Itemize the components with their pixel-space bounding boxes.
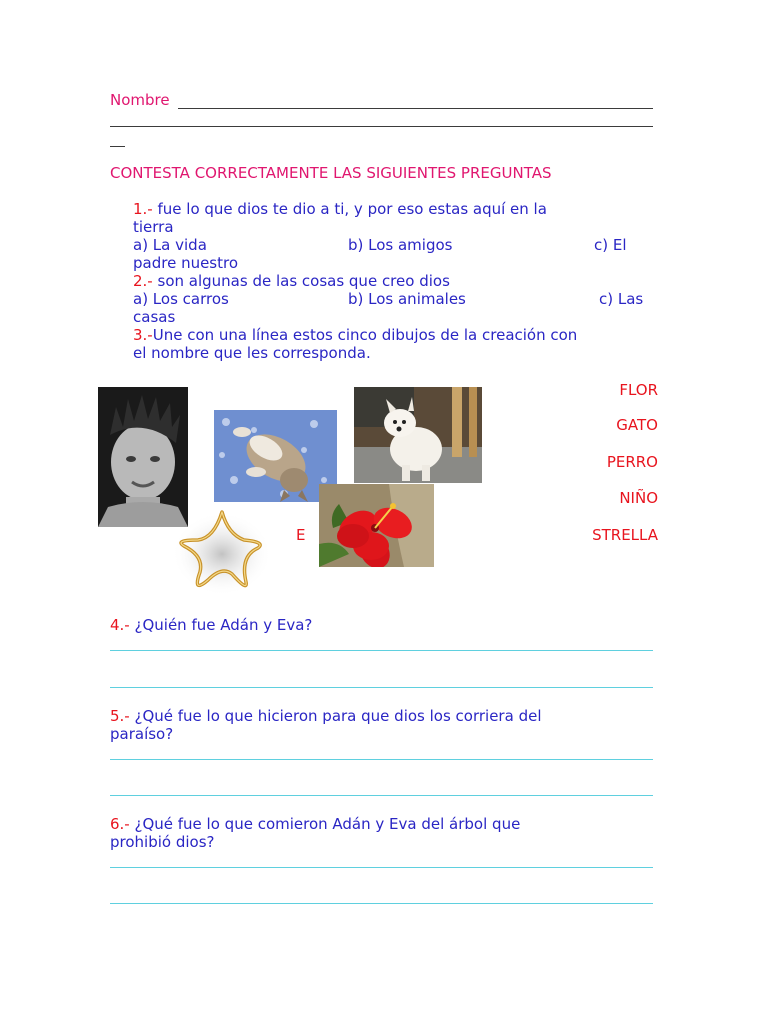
question-2-text: son algunas de las cosas que creo dios bbox=[152, 272, 450, 290]
question-1-option-a[interactable]: a) La vida bbox=[133, 236, 207, 254]
name-underline-3 bbox=[110, 146, 125, 147]
question-1-option-b[interactable]: b) Los amigos bbox=[348, 236, 453, 254]
question-3-line2: el nombre que les corresponda. bbox=[133, 344, 371, 362]
question-5-text: ¿Qué fue lo que hicieron para que dios los corriera del bbox=[129, 707, 542, 725]
question-1-text: fue lo que dios te dio a ti, y por eso estas aquí en la bbox=[152, 200, 547, 218]
question-5-line1 bbox=[110, 707, 541, 725]
question-1-option-c[interactable]: c) El bbox=[594, 236, 627, 254]
word-perro: PERRO bbox=[606, 453, 658, 471]
star-ornament bbox=[170, 502, 275, 598]
word-gato: GATO bbox=[616, 416, 658, 434]
question-2-number: 2.- bbox=[133, 272, 153, 290]
question-1-number: 1.- bbox=[133, 200, 153, 218]
answer-line-6b[interactable] bbox=[110, 903, 653, 904]
answer-line-4a[interactable] bbox=[110, 650, 653, 651]
question-2-option-c[interactable]: c) Las bbox=[599, 290, 644, 308]
answer-line-5b[interactable] bbox=[110, 795, 653, 796]
question-2-option-b[interactable]: b) Los animales bbox=[348, 290, 466, 308]
question-1-line1 bbox=[133, 200, 547, 218]
question-5-number: 5.- bbox=[110, 707, 130, 725]
question-4-number: 4.- bbox=[110, 616, 130, 634]
question-3-text: Une con una línea estos cinco dibujos de la creación con bbox=[152, 326, 578, 344]
name-underline-2[interactable] bbox=[110, 126, 653, 127]
word-nino: NIÑO bbox=[619, 489, 658, 507]
question-2-option-c-cont: casas bbox=[133, 308, 176, 326]
question-6-number: 6.- bbox=[110, 815, 130, 833]
name-label: Nombre bbox=[110, 91, 170, 109]
question-5-line2: paraíso? bbox=[110, 725, 174, 743]
answer-line-5a[interactable] bbox=[110, 759, 653, 760]
instruction-heading: CONTESTA CORRECTAMENTE LAS SIGUIENTES PREGUNTAS bbox=[110, 164, 552, 182]
word-strella: STRELLA bbox=[592, 526, 658, 544]
name-underline[interactable] bbox=[178, 108, 653, 109]
question-4-text: ¿Quién fue Adán y Eva? bbox=[129, 616, 313, 634]
answer-line-6a[interactable] bbox=[110, 867, 653, 868]
question-2-line1 bbox=[133, 272, 450, 290]
word-e: E bbox=[296, 526, 306, 544]
question-2-option-a[interactable]: a) Los carros bbox=[133, 290, 229, 308]
word-flor: FLOR bbox=[619, 381, 658, 399]
puppy-photo bbox=[354, 387, 482, 483]
question-6-text: ¿Qué fue lo que comieron Adán y Eva del árbol que bbox=[129, 815, 521, 833]
hibiscus-photo bbox=[319, 484, 434, 567]
question-6-line2: prohibió dios? bbox=[110, 833, 215, 851]
question-1-option-c-cont: padre nuestro bbox=[133, 254, 239, 272]
answer-line-4b[interactable] bbox=[110, 687, 653, 688]
question-4 bbox=[110, 616, 312, 634]
question-3-number: 3.- bbox=[133, 326, 153, 344]
question-3-line1 bbox=[133, 326, 577, 344]
question-1-line2: tierra bbox=[133, 218, 174, 236]
question-6-line1 bbox=[110, 815, 520, 833]
